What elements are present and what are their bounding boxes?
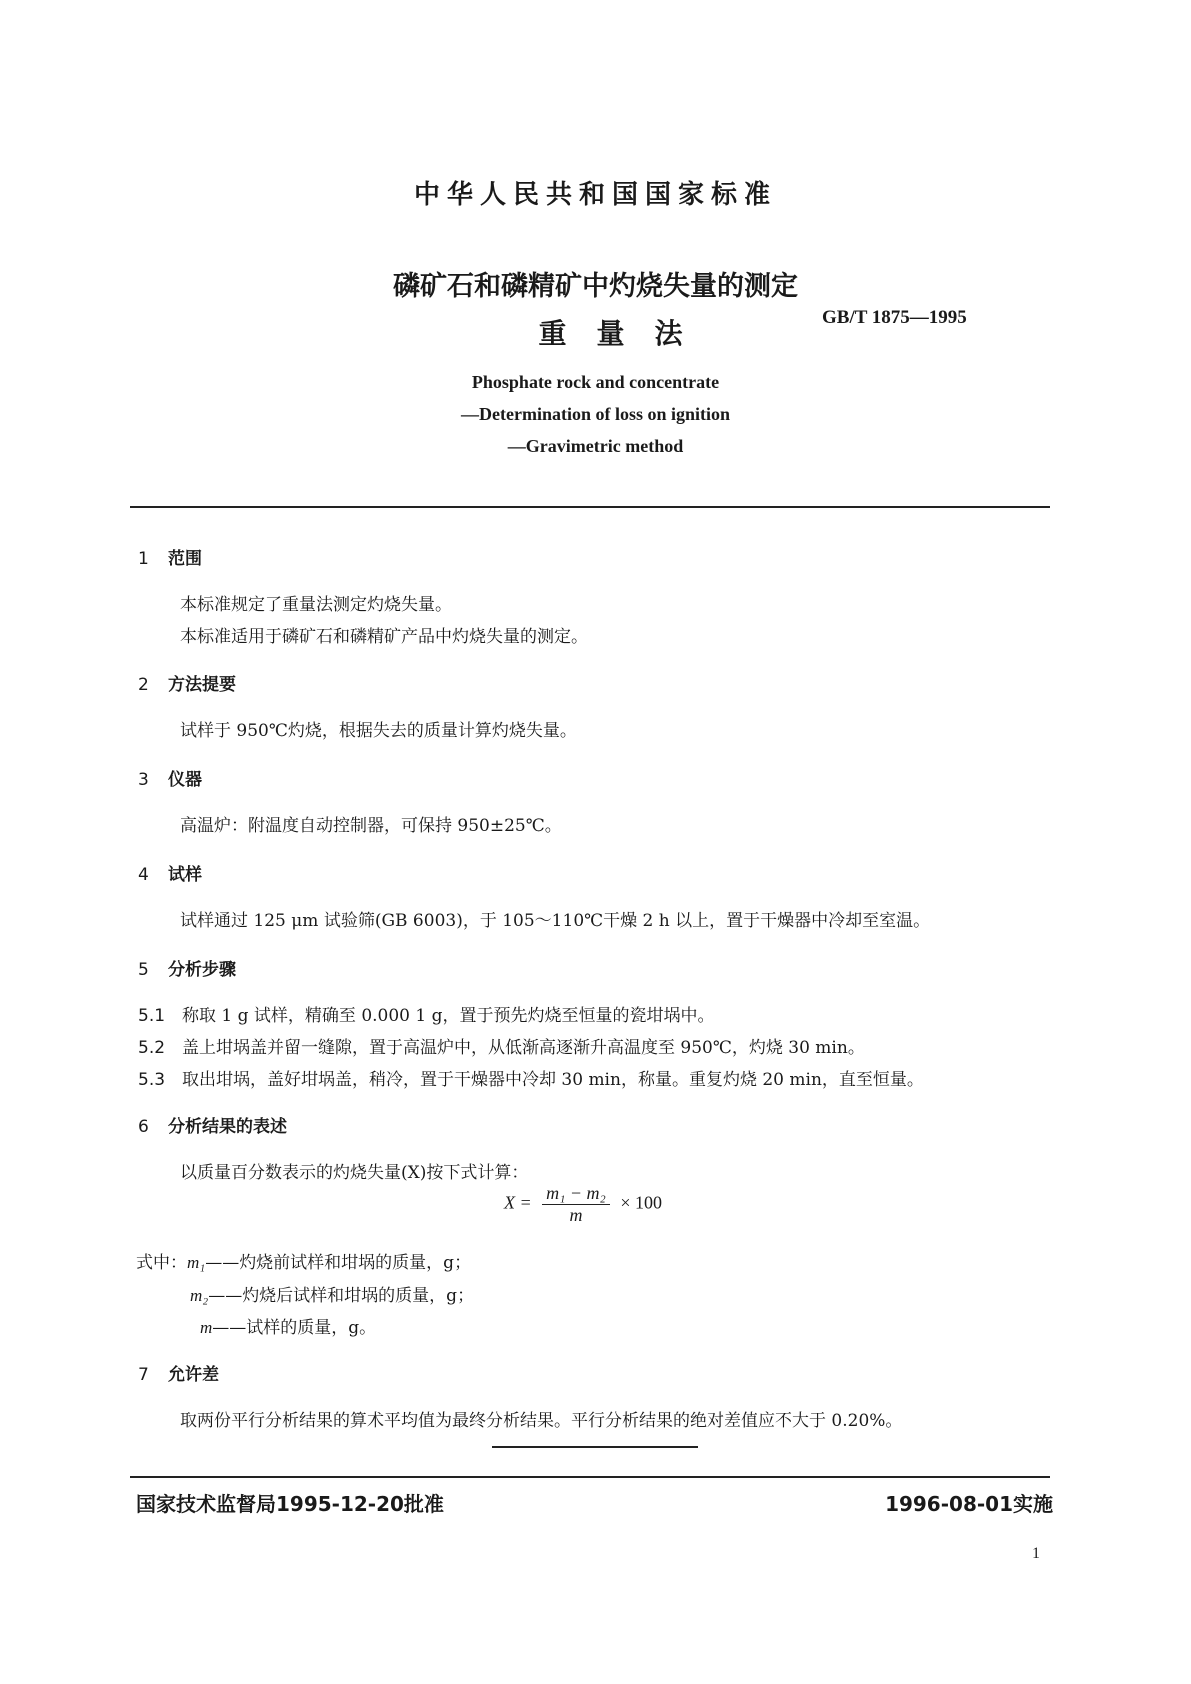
- footer-divider: [130, 1476, 1050, 1478]
- section-1-heading: 1 范围: [138, 549, 202, 569]
- section-4-paragraph: 试样通过 125 μm 试验筛(GB 6003)，于 105～110℃干燥 2 h 以上，置于干燥器中冷却至室温。: [180, 911, 931, 931]
- english-title-line-3: —Gravimetric method: [507, 436, 684, 456]
- end-of-text-rule: [492, 1446, 698, 1448]
- approval-date: 国家技术监督局1995-12-20批准: [136, 1492, 444, 1516]
- section-2-paragraph: 试样于 950℃灼烧，根据失去的质量计算灼烧失量。: [180, 721, 577, 741]
- section-1-paragraph-1: 本标准规定了重量法测定灼烧失量。: [180, 595, 452, 615]
- variable-definition-2: m₂——灼烧后试样和坩埚的质量，g；: [190, 1286, 475, 1306]
- section-4-heading: 4 试样: [138, 865, 202, 885]
- method-title: 重量法: [538, 317, 713, 350]
- document-title: 磷矿石和磷精矿中灼烧失量的测定: [393, 271, 798, 302]
- formula-intro: 以质量百分数表示的灼烧失量(X)按下式计算：: [180, 1163, 529, 1183]
- section-5-heading: 5 分析步骤: [138, 960, 236, 980]
- formula-denominator: m: [569, 1205, 583, 1225]
- effective-date: 1996-08-01实施: [885, 1492, 1053, 1516]
- section-7-paragraph: 取两份平行分析结果的算术平均值为最终分析结果。平行分析结果的绝对差值应不大于 0.20%。: [180, 1411, 903, 1431]
- page-number: 1: [1032, 1545, 1040, 1562]
- english-title-line-2: —Determination of loss on ignition: [460, 404, 730, 424]
- step-5-2: 5.2 盖上坩埚盖并留一缝隙，置于高温炉中，从低渐高逐渐升高温度至 950℃，灼烧 30 min。: [138, 1038, 865, 1058]
- section-7-heading: 7 允许差: [138, 1365, 219, 1385]
- formula-lhs: X =: [504, 1192, 532, 1213]
- section-2-heading: 2 方法提要: [138, 675, 236, 695]
- document-header: 中华人民共和国国家标准: [413, 180, 777, 210]
- step-5-3: 5.3 取出坩埚，盖好坩埚盖，稍冷，置于干燥器中冷却 30 min，称量。重复灼烧 20 min，直至恒量。: [138, 1070, 924, 1090]
- section-1-paragraph-2: 本标准适用于磷矿石和磷精矿产品中灼烧失量的测定。: [180, 627, 588, 647]
- variable-definition-1: 式中：m₁——灼烧前试样和坩埚的质量，g；: [136, 1253, 472, 1273]
- english-title-line-1: Phosphate rock and concentrate: [471, 372, 720, 392]
- section-3-heading: 3 仪器: [138, 770, 202, 790]
- formula-fraction: [542, 1183, 610, 1226]
- section-3-paragraph: 高温炉：附温度自动控制器，可保持 950±25℃。: [180, 816, 562, 836]
- step-5-1: 5.1 称取 1 g 试样，精确至 0.000 1 g，置于预先灼烧至恒量的瓷坩埚中。: [138, 1006, 715, 1026]
- header-divider: [130, 506, 1050, 508]
- loss-on-ignition-formula: [504, 1183, 662, 1226]
- formula-numerator: m₁ − m₂: [542, 1183, 610, 1205]
- standard-number: GB/T 1875—1995: [822, 307, 967, 328]
- variable-definition-3: m——试样的质量，g。: [200, 1318, 377, 1338]
- formula-multiplier: × 100: [620, 1192, 662, 1213]
- section-6-heading: 6 分析结果的表述: [138, 1117, 287, 1137]
